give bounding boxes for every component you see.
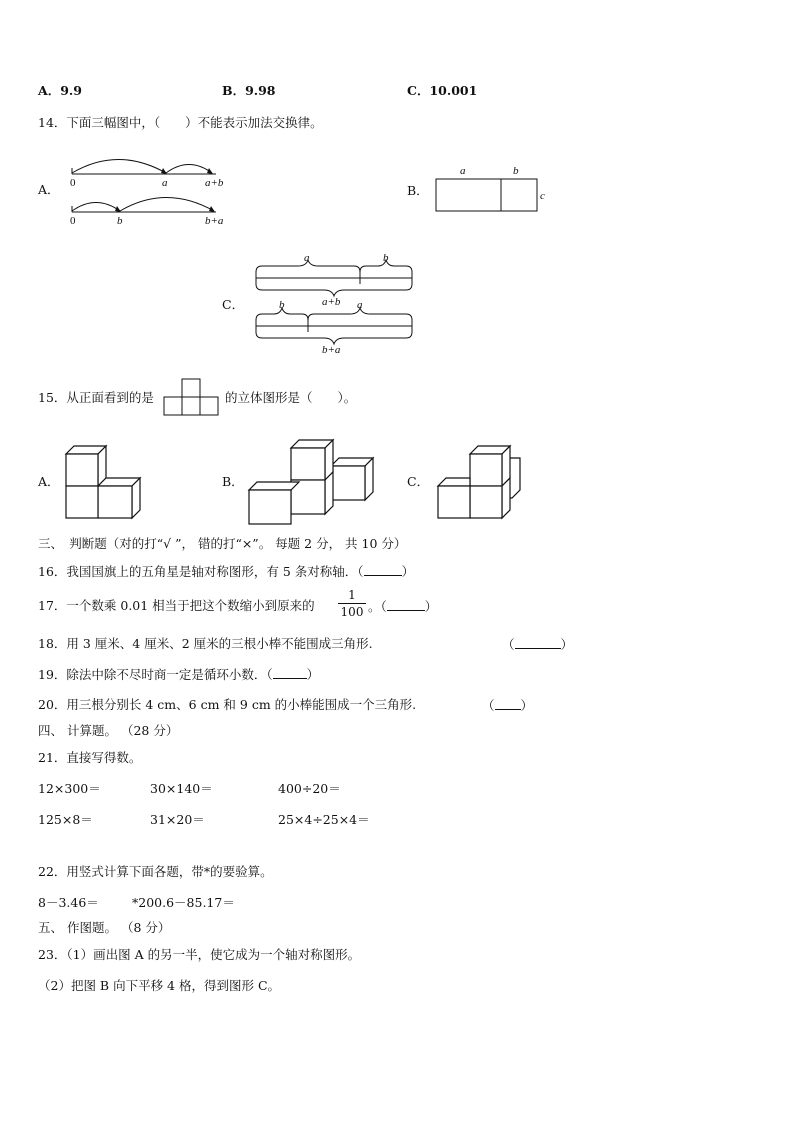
q19-statement: 19．除法中除不尽时商一定是循环小数．（ xyxy=(38,667,273,682)
q21-item-6: 25×4÷25×4＝ xyxy=(278,812,370,827)
q14-option-a-label: A． xyxy=(38,182,60,197)
q15-stem-post: 的立体图形是（ ）。 xyxy=(225,390,357,405)
q17-close-paren: ） xyxy=(424,599,438,614)
q17-text-post xyxy=(368,598,437,615)
fig-a-zero-1: 0 xyxy=(70,177,76,189)
q15-front-view-figure xyxy=(163,378,223,420)
q22-stem: 22．用竖式计算下面各题，带*的要验算。 xyxy=(38,864,273,879)
fig-a-label-b: b xyxy=(117,215,123,227)
q18-close-paren: ） xyxy=(560,637,574,652)
q14-figure-b-rectangle xyxy=(435,178,540,213)
q15-option-c-cubes xyxy=(434,442,524,522)
q19-close-paren: ） xyxy=(306,667,320,682)
q17-fraction xyxy=(338,588,366,619)
q21-item-3: 400÷20＝ xyxy=(278,781,341,796)
q14-option-c-label: C． xyxy=(222,297,245,312)
q22-item-2: *200.6－85.17＝ xyxy=(132,895,235,910)
q18-answer xyxy=(502,636,573,653)
fig-a-label-a: a xyxy=(162,177,168,189)
q20-close-paren: ） xyxy=(520,698,534,713)
q17-fraction-numerator: 1 xyxy=(348,588,356,602)
fig-a-label-b-plus-a: b+a xyxy=(205,215,224,227)
fig-b-label-a: a xyxy=(460,165,466,177)
q17-answer-blank[interactable] xyxy=(387,598,425,611)
fig-b-label-b: b xyxy=(513,165,519,177)
q23-part-1: 23．（1）画出图 A 的另一半，使它成为一个轴对称图形。 xyxy=(38,947,361,962)
q17-text-pre: 17．一个数乘 0.01 相当于把这个数缩小到原来的 xyxy=(38,598,315,613)
q16-close-paren: ） xyxy=(401,564,415,579)
fig-c-label-a-bottom: a xyxy=(357,299,363,311)
fig-c-label-b-top: b xyxy=(383,252,389,264)
q19-answer-blank[interactable] xyxy=(273,666,307,679)
q15-option-a-cubes xyxy=(64,442,149,522)
q15-option-b-cubes xyxy=(247,436,377,526)
fig-a-label-a-plus-b: a+b xyxy=(205,177,224,189)
q20-answer-blank[interactable] xyxy=(495,697,521,710)
fig-c-label-a-plus-b: a+b xyxy=(322,296,341,308)
q18-open-paren: （ xyxy=(502,637,515,652)
q16-answer-blank[interactable] xyxy=(364,563,402,576)
fig-b-label-c: c xyxy=(540,190,545,202)
q15-option-a-label: A． xyxy=(38,474,60,489)
q17-statement-post: 。（ xyxy=(368,599,387,614)
fig-c-label-a-top: a xyxy=(304,252,310,264)
q15-stem-pre: 15．从正面看到的是 xyxy=(38,390,154,405)
q19-text xyxy=(38,666,319,683)
q14-option-b-label: B． xyxy=(407,183,429,198)
q21-item-2: 30×140＝ xyxy=(150,781,213,796)
q21-stem: 21．直接写得数。 xyxy=(38,750,142,765)
q22-item-1: 8－3.46＝ xyxy=(38,895,99,910)
q18-answer-blank[interactable] xyxy=(515,636,561,649)
q16-text xyxy=(38,563,414,580)
q21-item-1: 12×300＝ xyxy=(38,781,101,796)
q18-text: 18．用 3 厘米、4 厘米、2 厘米的三根小棒不能围成三角形. xyxy=(38,636,373,651)
section-5-title: 五、 作图题。 （8 分） xyxy=(38,920,171,935)
q20-open-paren: （ xyxy=(482,698,495,713)
section-4-title: 四、 计算题。 （28 分） xyxy=(38,723,179,738)
fig-c-label-b-plus-a: b+a xyxy=(322,344,341,356)
q16-statement: 16．我国国旗上的五角星是轴对称图形，有 5 条对称轴．（ xyxy=(38,564,364,579)
q13-option-b: B．9.98 xyxy=(222,83,276,98)
q21-item-5: 31×20＝ xyxy=(150,812,205,827)
q20-answer xyxy=(482,697,533,714)
q15-option-c-label: C． xyxy=(407,474,430,489)
fig-c-label-b-bottom: b xyxy=(279,299,285,311)
q13-option-a: A．9.9 xyxy=(38,83,82,98)
q13-option-c: C．10.001 xyxy=(407,83,478,98)
fig-a-zero-2: 0 xyxy=(70,215,76,227)
q23-part-2: （2）把图 B 向下平移 4 格，得到图形 C。 xyxy=(38,978,281,993)
q17-fraction-denominator: 100 xyxy=(340,605,364,619)
q15-option-b-label: B． xyxy=(222,474,244,489)
section-3-title: 三、 判断题（对的打“√ ”， 错的打“×”。 每题 2 分， 共 10 分） xyxy=(38,536,407,551)
q17-fraction-bar xyxy=(338,603,366,604)
q21-item-4: 125×8＝ xyxy=(38,812,93,827)
q20-text: 20．用三根分别长 4 cm、6 cm 和 9 cm 的小棒能围成一个三角形. xyxy=(38,697,417,712)
q14-stem: 14．下面三幅图中，（ ）不能表示加法交换律。 xyxy=(38,115,323,130)
